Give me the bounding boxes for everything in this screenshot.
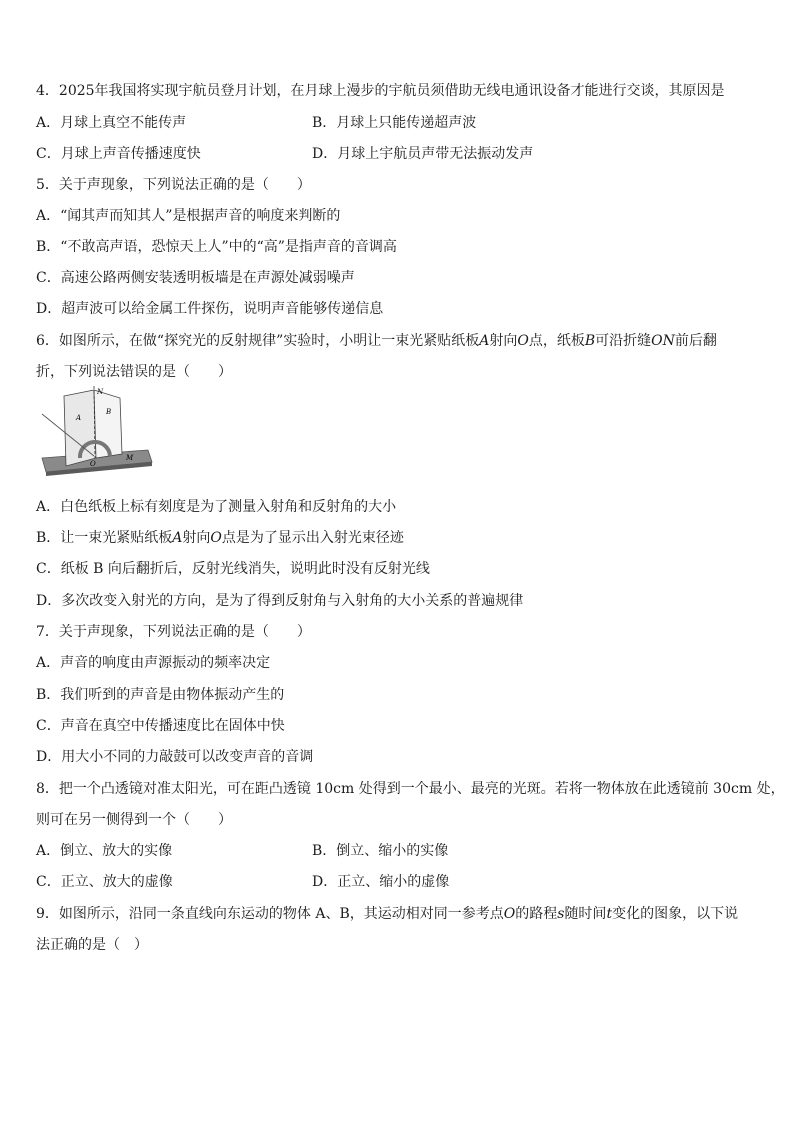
question-8-stem-line-1: 8．把一个凸透镜对准太阳光，可在距凸透镜 10cm 处得到一个最小、最亮的光斑。若将一物体放在此透镜前 30cm 处， bbox=[36, 781, 785, 797]
figure-label-a: A bbox=[76, 414, 82, 422]
question-8-stem-line-2: 则可在另一侧得到一个（ ） bbox=[36, 812, 232, 828]
question-7-option-a: A．声音的响度由声源振动的频率决定 bbox=[36, 655, 271, 671]
question-8-option-c: C．正立、放大的虚像 bbox=[36, 874, 173, 890]
figure-label-b: B bbox=[106, 408, 112, 416]
question-5-option-c: C．高速公路两侧安装透明板墙是在声源处减弱噪声 bbox=[36, 270, 355, 286]
question-7-option-c: C．声音在真空中传播速度比在固体中快 bbox=[36, 718, 285, 734]
figure-label-m: M bbox=[126, 454, 134, 462]
question-4-option-c: C．月球上声音传播速度快 bbox=[36, 146, 201, 162]
question-5-option-b: B．“不敢高声语，恐惊天上人”中的“高”是指声音的音调高 bbox=[36, 239, 397, 255]
question-7-option-b: B．我们听到的声音是由物体振动产生的 bbox=[36, 687, 285, 703]
question-9-stem-line-1: 9．如图所示，沿同一条直线向东运动的物体 A、B，其运动相对同一参考点O的路程s随时间t变化的图象，以下说 bbox=[36, 906, 739, 922]
figure-label-o: O bbox=[90, 460, 96, 468]
question-6-stem-line-1: 6．如图所示，在做“探究光的反射规律”实验时，小明让一束光紧贴纸板A射向O点，纸板B可沿折缝ON前后翻 bbox=[36, 333, 717, 349]
question-4-option-b: B．月球上只能传递超声波 bbox=[312, 115, 477, 131]
question-9-stem-line-2: 法正确的是（ ） bbox=[36, 937, 148, 953]
question-6-stem-line-2: 折，下列说法错误的是（ ） bbox=[36, 364, 232, 380]
question-5-option-d: D．超声波可以给金属工件探伤，说明声音能够传递信息 bbox=[36, 301, 384, 317]
question-8-option-d: D．正立、缩小的虚像 bbox=[312, 874, 450, 890]
figure-label-n: N bbox=[97, 388, 104, 396]
question-8-option-a: A．倒立、放大的实像 bbox=[36, 843, 173, 859]
question-8-option-b: B．倒立、缩小的实像 bbox=[312, 843, 449, 859]
question-7-stem: 7．关于声现象，下列说法正确的是（ ） bbox=[36, 624, 311, 640]
question-4-option-d: D．月球上宇航员声带无法振动发声 bbox=[312, 146, 534, 162]
question-4-option-a: A．月球上真空不能传声 bbox=[36, 115, 187, 131]
reflection-experiment-figure bbox=[36, 384, 154, 482]
question-6-option-c: C．纸板 B 向后翻折后，反射光线消失，说明此时没有反射光线 bbox=[36, 561, 430, 577]
question-6-option-a: A．白色纸板上标有刻度是为了测量入射角和反射角的大小 bbox=[36, 499, 397, 515]
question-4-stem: 4．2025年我国将实现宇航员登月计划，在月球上漫步的宇航员须借助无线电通讯设备才能进行交谈，其原因是 bbox=[36, 83, 725, 99]
question-6-option-b: B．让一束光紧贴纸板A射向O点是为了显示出入射光束径迹 bbox=[36, 530, 404, 546]
question-5-option-a: A．“闻其声而知其人”是根据声音的响度来判断的 bbox=[36, 208, 341, 224]
question-5-stem: 5．关于声现象，下列说法正确的是（ ） bbox=[36, 177, 311, 193]
question-6-option-d: D．多次改变入射光的方向，是为了得到反射角与入射角的大小关系的普遍规律 bbox=[36, 593, 524, 609]
question-7-option-d: D．用大小不同的力敲鼓可以改变声音的音调 bbox=[36, 749, 314, 765]
